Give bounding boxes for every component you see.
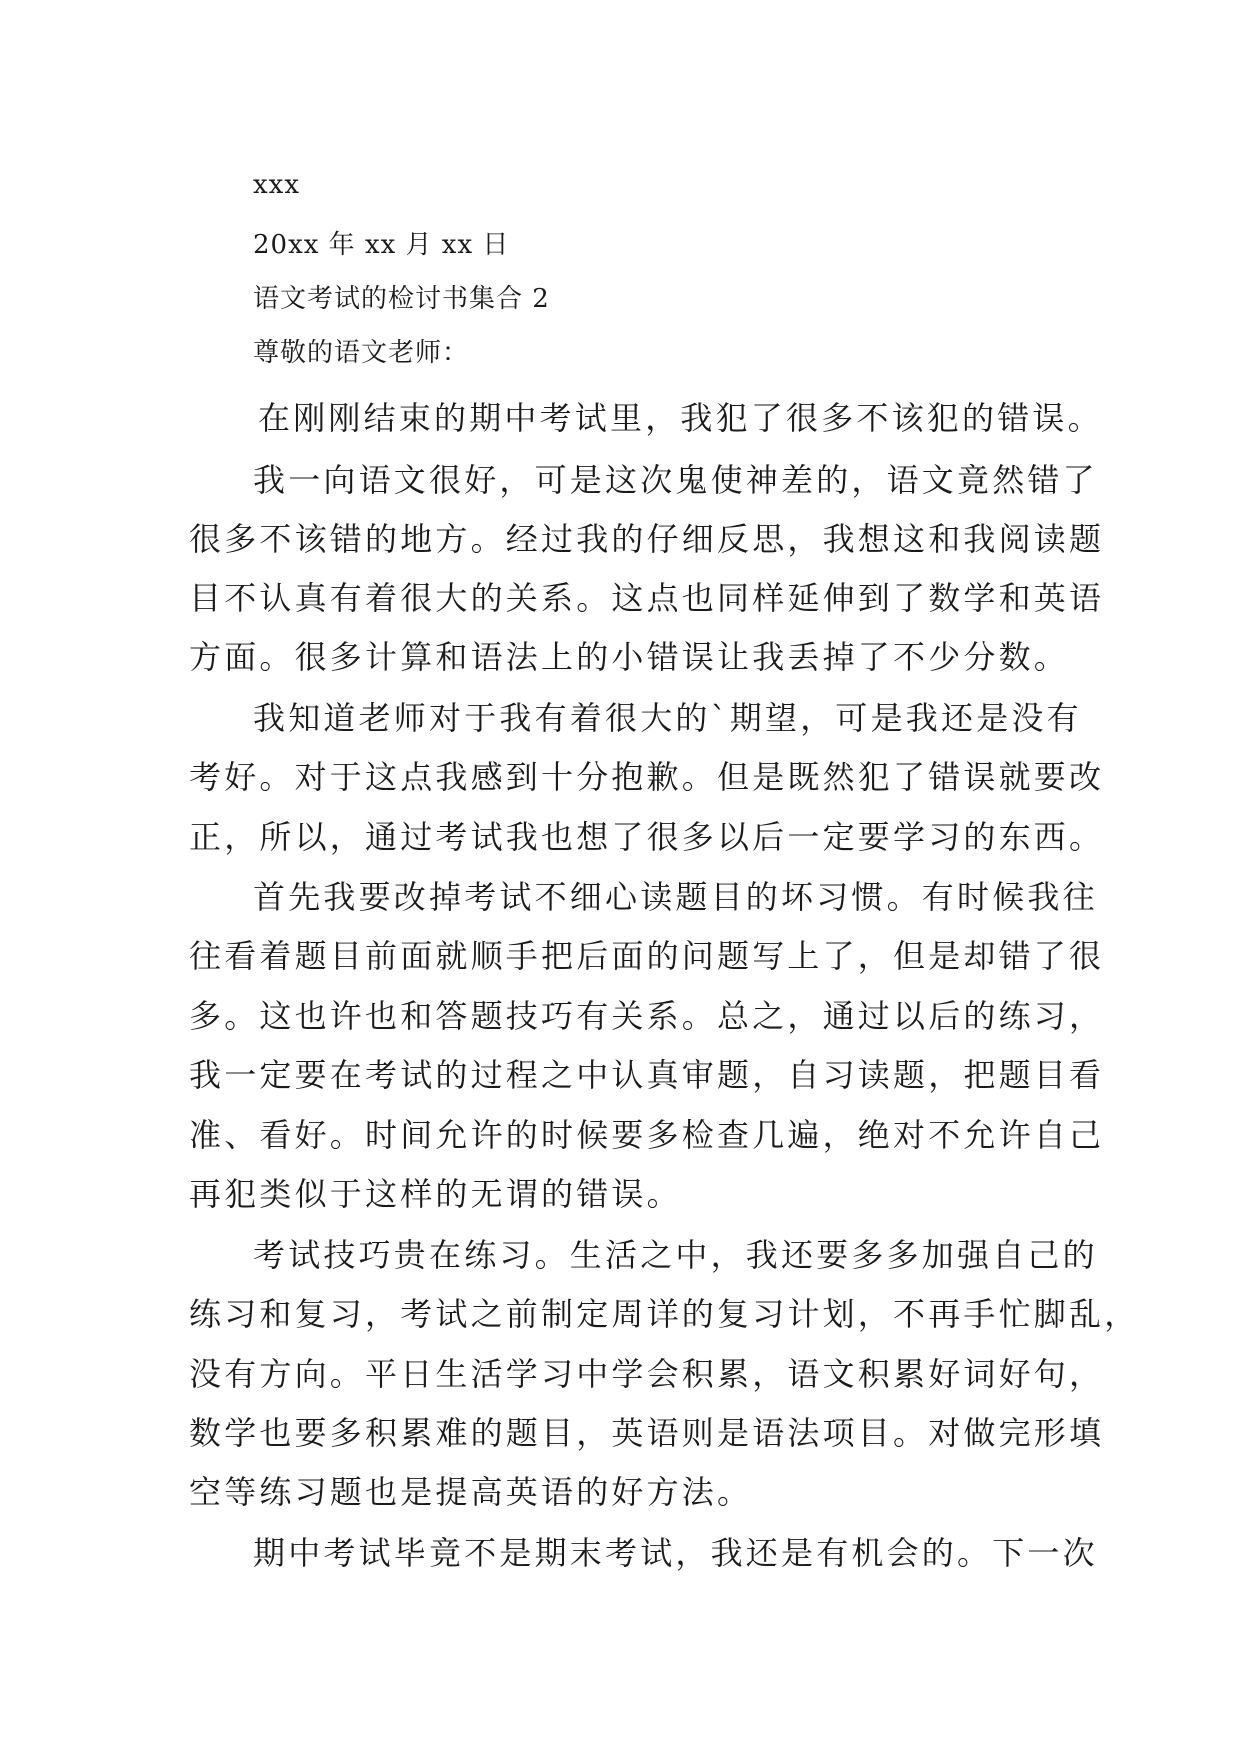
body-line-7: 考好。对于这点我感到十分抱歉。但是既然犯了错误就要改 — [189, 758, 1105, 796]
body-line-6: 我知道老师对于我有着很大的`期望，可是我还是没有 — [253, 699, 1082, 737]
body-line-20: 期中考试毕竟不是期末考试，我还是有机会的。下一次 — [253, 1534, 1098, 1572]
body-line-13: 准、看好。时间允许的时候要多检查几遍，绝对不允许自己 — [189, 1116, 1105, 1154]
salutation: 尊敬的语文老师： — [253, 338, 470, 368]
body-line-17: 没有方向。平日生活学习中学会积累，语文积累好词好句， — [189, 1355, 1105, 1393]
body-line-12: 我一定要在考试的过程之中认真审题，自习读题，把题目看 — [189, 1056, 1105, 1094]
body-line-5: 方面。很多计算和语法上的小错误让我丢掉了不少分数。 — [189, 638, 1070, 676]
body-line-10: 往看着题目前面就顺手把后面的问题写上了，但是却错了很 — [189, 937, 1105, 975]
body-line-11: 多。这也许也和答题技巧有关系。总之，通过以后的练习， — [189, 997, 1105, 1035]
body-line-8: 正，所以，通过考试我也想了很多以后一定要学习的东西。 — [189, 818, 1105, 856]
body-line-14: 再犯类似于这样的无谓的错误。 — [189, 1175, 682, 1213]
body-line-15: 考试技巧贵在练习。生活之中，我还要多多加强自己的 — [253, 1236, 1098, 1274]
body-line-19: 空等练习题也是提高英语的好方法。 — [189, 1473, 753, 1511]
body-line-1: 在刚刚结束的期中考试里，我犯了很多不该犯的错误。 — [258, 399, 1103, 437]
body-line-4: 目不认真有着很大的关系。这点也同样延伸到了数学和英语 — [189, 579, 1105, 617]
body-line-2: 我一向语文很好，可是这次鬼使神差的，语文竟然错了 — [253, 461, 1098, 499]
signature: xxx — [253, 170, 300, 200]
body-line-9: 首先我要改掉考试不细心读题目的坏习惯。有时候我往 — [253, 878, 1098, 916]
body-line-16: 练习和复习，考试之前制定周详的复习计划，不再手忙脚乱， — [189, 1295, 1140, 1333]
body-line-3: 很多不该错的地方。经过我的仔细反思，我想这和我阅读题 — [189, 520, 1105, 558]
body-line-18: 数学也要多积累难的题目，英语则是语法项目。对做完形填 — [189, 1414, 1105, 1452]
date: 20xx 年 xx 月 xx 日 — [253, 230, 510, 260]
document-title: 语文考试的检讨书集合 2 — [253, 284, 550, 314]
